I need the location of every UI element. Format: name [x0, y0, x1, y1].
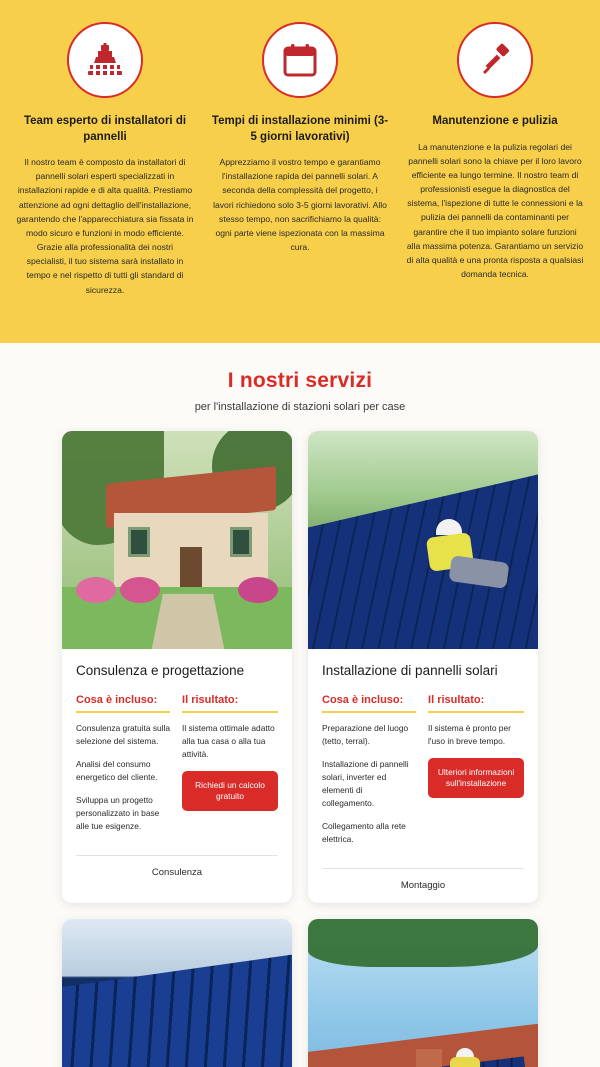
page-subtitle: per l'installazione di stazioni solari per case	[194, 400, 406, 413]
result-text: Il sistema ottimale adatto alla tua casa o alla tua attività.	[182, 722, 275, 759]
service-card-third[interactable]	[62, 919, 292, 1067]
result-column	[428, 694, 524, 856]
included-heading: Cosa è incluso:	[322, 694, 416, 713]
feature-title: Team esperto di installatori di pannelli	[23, 115, 187, 143]
features-row	[16, 22, 584, 297]
included-column	[76, 694, 170, 843]
card-title: Installazione di pannelli solari	[322, 662, 498, 678]
card-columns	[322, 694, 524, 856]
service-card-fourth[interactable]	[308, 919, 538, 1067]
service-card-consulenza[interactable]	[62, 431, 292, 903]
factory-icon	[67, 22, 143, 98]
service-card-installazione[interactable]	[308, 431, 538, 903]
feature-card-team	[16, 22, 194, 297]
result-heading: Il risultato:	[428, 694, 524, 713]
service-cards-grid	[0, 431, 600, 1067]
feature-text: Apprezziamo il vostro tempo e garantiamo l'installazione rapida dei pannelli solari. A seconda della complessità del progetto, i lavori richiedono solo 3-5 giorni lavorativi. Allo stesso tempo, non sacrifichiamo la qualità: ogni parte viene ispezionata con la massima cura.	[213, 157, 387, 253]
included-heading: Cosa è incluso:	[76, 694, 170, 713]
page-title: I nostri servizi	[227, 368, 373, 392]
house-with-garden-photo	[62, 431, 292, 649]
feature-text: Il nostro team è composto da installatori di pannelli solari esperti specializzati in installazioni rapide e di alta qualità. Prestiamo attenzione ad ogni dettaglio dell'installazione, garantendo che l'apparecchiatura sia fissata in modo sicuro e funzioni in modo efficiente. Grazie alla professionalità dei nostri specialisti, il tuo sistema sarà installato in tempo e nel rispetto di tutti gli standard di sicurezza.	[16, 157, 194, 295]
features-section	[0, 0, 600, 343]
card-columns	[76, 694, 278, 843]
feature-text: La manutenzione e la pulizia regolari dei pannelli solari sono la chiave per il loro lavoro efficiente ea lungo termine. Il nostro team di professionisti esegue la diagnostica del sistema, l'ispezione di tutte le connessioni e la pulizia dei pannelli da contaminanti per garantire che il tuo impianto solare funzioni alla massima potenza. Garantiamo un servizio di alta qualità e una pronta risposta a qualsiasi domanda tecnica.	[406, 141, 584, 280]
solar-panels-closeup-photo	[62, 919, 292, 1067]
result-heading: Il risultato:	[182, 694, 278, 713]
included-item: Collegamento alla rete elettrica.	[322, 820, 406, 844]
included-item: Installazione di pannelli solari, inverter ed elementi di collegamento.	[322, 758, 409, 808]
roof-installation-photo	[308, 919, 538, 1067]
feature-title: Tempi di installazione minimi (3-5 giorni lavorativi)	[211, 115, 389, 143]
result-text: Il sistema è pronto per l'uso in breve tempo.	[428, 722, 511, 746]
included-item: Analisi del consumo energetico del cliente.	[76, 758, 158, 782]
included-column	[322, 694, 416, 856]
card-footer-label: Montaggio	[322, 868, 524, 903]
request-free-quote-button[interactable]: Richiedi un calcolo gratuito	[182, 771, 278, 812]
calendar-icon	[262, 22, 338, 98]
more-info-installation-button[interactable]: Ulteriori informazioni sull'installazione	[428, 758, 524, 799]
feature-card-maintenance	[406, 22, 584, 297]
card-title: Consulenza e progettazione	[76, 662, 245, 678]
screwdriver-icon	[457, 22, 533, 98]
installer-on-solar-roof-photo	[308, 431, 538, 649]
feature-card-timeline	[211, 22, 389, 297]
card-footer-label: Consulenza	[76, 855, 278, 890]
feature-title: Manutenzione e pulizia	[432, 115, 558, 127]
included-item: Preparazione del luogo (tetto, terral).	[322, 722, 409, 746]
included-item: Sviluppa un progetto personalizzato in base alle tue esigenze.	[76, 794, 160, 831]
result-column	[182, 694, 278, 843]
included-item: Consulenza gratuita sulla selezione del sistema.	[76, 722, 171, 746]
services-section	[0, 343, 600, 1067]
card-body	[308, 649, 538, 903]
card-body	[62, 649, 292, 890]
